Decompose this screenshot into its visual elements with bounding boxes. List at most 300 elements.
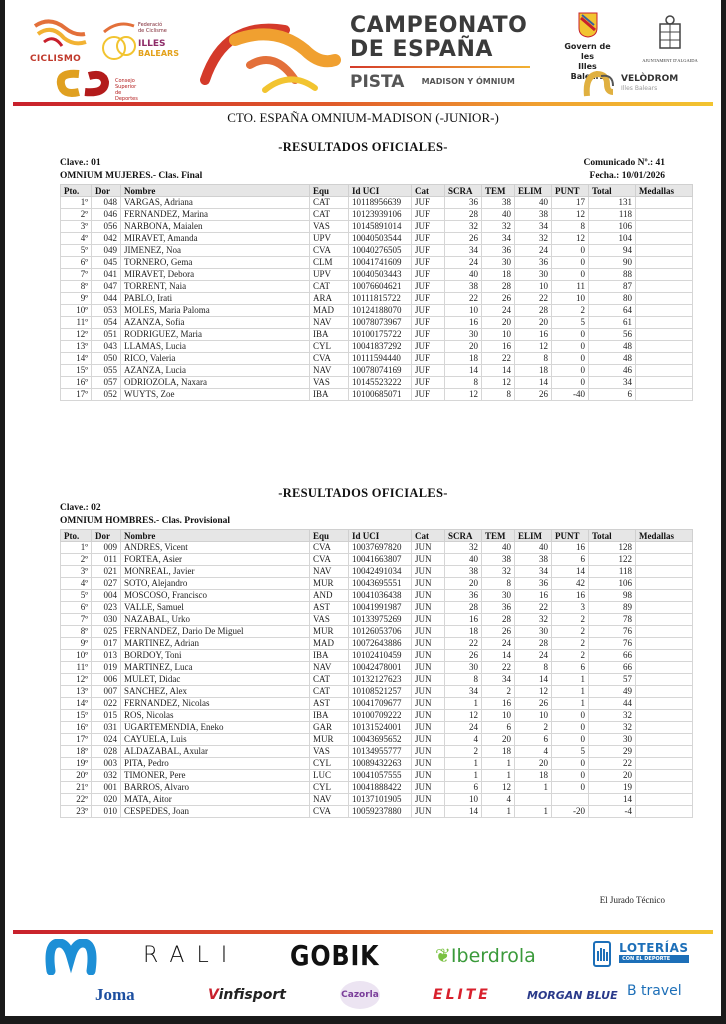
cell-total: 88 [589,269,636,281]
cell-total: 34 [589,377,636,389]
section1-clave: Clave.: 01 [60,158,101,168]
section1-category-title: OMNIUM MUJERES.- Clas. Final [60,171,203,181]
cell-medals [636,578,693,590]
cell-points: 0 [552,758,589,770]
cell-total: 76 [589,626,636,638]
cell-position: 1º [61,197,92,209]
column-header-team: Equ [310,185,349,197]
cell-tempo: 38 [482,197,515,209]
cell-total: 90 [589,257,636,269]
table-row [61,602,693,614]
cell-elimination: 22 [515,602,552,614]
cell-points: 0 [552,257,589,269]
cell-category: JUF [412,377,445,389]
cell-position: 3º [61,566,92,578]
column-header-team: Equ [310,530,349,542]
cell-position: 9º [61,293,92,305]
cell-bib: 027 [92,578,121,590]
cell-scratch: 28 [445,209,482,221]
cell-elimination: 26 [515,389,552,401]
cell-total: 57 [589,674,636,686]
loterias-subtext: CON EL DEPORTE [619,955,688,963]
cell-uci-id: 10132127623 [349,674,412,686]
cell-total: 48 [589,341,636,353]
cell-tempo: 4 [482,794,515,806]
cell-total: 131 [589,197,636,209]
cell-uci-id: 10042478001 [349,662,412,674]
cell-scratch: 30 [445,662,482,674]
csd-mark-icon [55,68,113,98]
cell-elimination: 36 [515,257,552,269]
section2-clave: Clave.: 02 [60,503,101,513]
column-header-name: Nombre [121,530,310,542]
cell-category: JUF [412,329,445,341]
cell-team: CAT [310,197,349,209]
cell-bib: 023 [92,602,121,614]
cell-tempo: 20 [482,734,515,746]
cell-medals [636,269,693,281]
column-header-uci-id: Id UCI [349,185,412,197]
cell-uci-id: 10145523222 [349,377,412,389]
table-row [61,269,693,281]
table-row [61,650,693,662]
cell-scratch: 8 [445,377,482,389]
cell-position: 15º [61,365,92,377]
table-row [61,197,693,209]
cell-bib: 041 [92,269,121,281]
cell-position: 19º [61,758,92,770]
cell-total: 22 [589,758,636,770]
cell-scratch: 40 [445,554,482,566]
cell-scratch: 26 [445,233,482,245]
table-row [61,686,693,698]
cell-position: 16º [61,377,92,389]
cell-scratch: 26 [445,650,482,662]
cell-uci-id: 10040276505 [349,245,412,257]
cell-category: JUF [412,281,445,293]
sponsor-cazorla: Cazorla [340,981,380,1009]
cell-total: 104 [589,233,636,245]
cell-bib: 010 [92,806,121,818]
cell-elimination: 2 [515,722,552,734]
cell-bib: 056 [92,221,121,233]
event-title-block [350,14,530,92]
cell-position: 18º [61,746,92,758]
cell-name: PABLO, Irati [121,293,310,305]
cell-name: NAZABAL, Urko [121,614,310,626]
cell-tempo: 24 [482,638,515,650]
cell-uci-id: 10118956639 [349,197,412,209]
cell-elimination: 20 [515,317,552,329]
cell-bib: 028 [92,746,121,758]
cell-team: MUR [310,734,349,746]
cell-scratch: 14 [445,365,482,377]
cell-category: JUN [412,554,445,566]
cell-uci-id: 10123939106 [349,209,412,221]
sponsor-joma: Joma [95,985,135,1004]
cell-tempo: 40 [482,542,515,554]
cell-elimination: 8 [515,353,552,365]
event-discipline: PISTA [350,72,405,92]
cell-scratch: 1 [445,698,482,710]
cell-name: BORDOY, Toni [121,650,310,662]
cell-medals [636,602,693,614]
cell-team: MUR [310,578,349,590]
cell-medals [636,698,693,710]
cell-elimination: 22 [515,293,552,305]
cell-medals [636,590,693,602]
cell-elimination: 40 [515,542,552,554]
cell-category: JUN [412,746,445,758]
cell-tempo: 1 [482,758,515,770]
sponsor-infisport: Vinfisport [208,987,286,1003]
cell-team: NAV [310,662,349,674]
cell-team: AST [310,698,349,710]
cell-category: JUN [412,614,445,626]
table-header-row [61,530,693,542]
cell-scratch: 30 [445,329,482,341]
results-table-women [60,184,693,401]
cell-name: FERNANDEZ, Marina [121,209,310,221]
cell-bib: 020 [92,794,121,806]
cell-bib: 048 [92,197,121,209]
cell-points: 14 [552,566,589,578]
cell-name: MOLES, Maria Paloma [121,305,310,317]
cell-uci-id: 10145891014 [349,221,412,233]
cell-medals [636,638,693,650]
cell-position: 4º [61,233,92,245]
cell-medals [636,197,693,209]
column-header-uci-id: Id UCI [349,530,412,542]
cell-tempo: 30 [482,590,515,602]
cell-points: 1 [552,698,589,710]
column-header-scratch: SCRA [445,185,482,197]
cell-medals [636,209,693,221]
cell-uci-id: 10100709222 [349,710,412,722]
cell-uci-id: 10043695652 [349,734,412,746]
cell-team: ARA [310,293,349,305]
cell-points: 0 [552,710,589,722]
column-header-position: Pto. [61,185,92,197]
cell-tempo: 12 [482,377,515,389]
column-header-total: Total [589,530,636,542]
cell-category: JUN [412,770,445,782]
rfec-text: CICLISMO [30,54,82,64]
results-page [5,0,721,1016]
cell-team: IBA [310,710,349,722]
column-header-bib: Dor [92,530,121,542]
cell-team: CAT [310,674,349,686]
cell-elimination: 34 [515,221,552,233]
cell-name: RODRIGUEZ, Maria [121,329,310,341]
cell-bib: 021 [92,566,121,578]
federacio-illes: ILLES [138,39,166,49]
cell-uci-id: 10041991987 [349,602,412,614]
cell-category: JUF [412,197,445,209]
cell-points: 42 [552,578,589,590]
cell-bib: 032 [92,770,121,782]
cell-name: MOSCOSO, Francisco [121,590,310,602]
cell-bib: 054 [92,317,121,329]
cell-team: VAS [310,614,349,626]
cell-points: 2 [552,638,589,650]
federacio-logo [100,18,179,66]
csd-logo [55,68,145,104]
column-header-name: Nombre [121,185,310,197]
cell-elimination: 24 [515,245,552,257]
column-header-total: Total [589,185,636,197]
cell-name: SOTO, Alejandro [121,578,310,590]
cell-position: 11º [61,662,92,674]
cell-team: CAT [310,209,349,221]
cell-tempo: 18 [482,269,515,281]
cell-position: 5º [61,590,92,602]
cell-elimination: 8 [515,662,552,674]
cell-total: 30 [589,734,636,746]
cell-medals [636,686,693,698]
cell-total: 89 [589,602,636,614]
cell-scratch: 6 [445,782,482,794]
table-row [61,233,693,245]
cell-name: MONREAL, Javier [121,566,310,578]
cell-bib: 024 [92,734,121,746]
table-row [61,317,693,329]
cell-category: JUN [412,674,445,686]
cell-category: JUN [412,698,445,710]
cell-uci-id: 10100685071 [349,389,412,401]
cell-category: JUN [412,794,445,806]
table-row [61,794,693,806]
cell-tempo: 40 [482,209,515,221]
cell-bib: 011 [92,554,121,566]
cell-medals [636,794,693,806]
cell-scratch: 1 [445,770,482,782]
cell-points: 6 [552,554,589,566]
cell-points: 0 [552,770,589,782]
column-header-tempo: TEM [482,530,515,542]
cell-scratch: 28 [445,602,482,614]
cell-elimination: 1 [515,782,552,794]
cell-total: 29 [589,746,636,758]
title-divider [350,66,530,68]
cell-elimination: 14 [515,674,552,686]
cell-team: MAD [310,305,349,317]
cell-uci-id: 10108521257 [349,686,412,698]
column-header-points: PUNT [552,530,589,542]
cell-elimination: 26 [515,698,552,710]
cell-scratch: 12 [445,710,482,722]
cell-category: JUN [412,566,445,578]
cell-total: 76 [589,638,636,650]
cell-elimination: 6 [515,734,552,746]
cell-total: 49 [589,686,636,698]
column-header-scratch: SCRA [445,530,482,542]
section2-heading: -RESULTADOS OFICIALES- [278,486,448,500]
cell-points: 8 [552,221,589,233]
cell-category: JUN [412,578,445,590]
cell-team: MAD [310,638,349,650]
cell-team: CYL [310,341,349,353]
cell-uci-id: 10041888422 [349,782,412,794]
table-row [61,377,693,389]
cell-team: CAT [310,281,349,293]
cell-elimination: 16 [515,329,552,341]
cell-tempo: 28 [482,281,515,293]
loterias-text: LOTERÍAS [619,941,689,955]
cell-uci-id: 10059237880 [349,806,412,818]
cell-medals [636,365,693,377]
cell-category: JUF [412,365,445,377]
cell-elimination: 12 [515,341,552,353]
cell-scratch: 20 [445,578,482,590]
cell-bib: 049 [92,245,121,257]
cell-bib: 053 [92,305,121,317]
cell-scratch: 34 [445,245,482,257]
sponsor-elite: ELITE [433,987,491,1003]
cell-team: LUC [310,770,349,782]
section2-category-title: OMNIUM HOMBRES.- Clas. Provisional [60,516,231,526]
cell-position: 2º [61,209,92,221]
table-row [61,662,693,674]
cell-uci-id: 10041663807 [349,554,412,566]
velodrom-text: VELÒDROM [621,74,679,84]
cell-elimination: 38 [515,209,552,221]
cell-points [552,794,589,806]
cell-name: RICO, Valeria [121,353,310,365]
cell-scratch: 16 [445,317,482,329]
rfec-cyclist-icon [30,16,90,52]
rfec-logo [30,16,90,64]
cell-points: 12 [552,209,589,221]
cell-total: 87 [589,281,636,293]
cell-bib: 003 [92,758,121,770]
cell-elimination: 36 [515,578,552,590]
cell-scratch: 2 [445,746,482,758]
cell-category: JUF [412,293,445,305]
cell-medals [636,614,693,626]
cell-scratch: 38 [445,566,482,578]
column-header-elimination: ELIM [515,530,552,542]
table-row [61,245,693,257]
cell-category: JUN [412,758,445,770]
cell-uci-id: 10041741609 [349,257,412,269]
cell-team: IBA [310,650,349,662]
cell-scratch: 22 [445,293,482,305]
cell-uci-id: 10042491034 [349,566,412,578]
cell-points: 12 [552,233,589,245]
cell-position: 12º [61,674,92,686]
cell-tempo: 28 [482,614,515,626]
cell-position: 11º [61,317,92,329]
cell-medals [636,674,693,686]
table-row [61,770,693,782]
cell-scratch: 40 [445,269,482,281]
cell-medals [636,377,693,389]
cell-elimination: 32 [515,233,552,245]
sponsor-loterias [593,941,689,967]
cell-category: JUF [412,209,445,221]
cell-position: 2º [61,554,92,566]
cell-elimination: 28 [515,305,552,317]
cell-uci-id: 10126053706 [349,626,412,638]
cell-scratch: 24 [445,257,482,269]
cell-elimination: 10 [515,281,552,293]
cell-medals [636,758,693,770]
cell-uci-id: 10037697820 [349,542,412,554]
cell-scratch: 32 [445,542,482,554]
cell-uci-id: 10111594440 [349,353,412,365]
cell-uci-id: 10078074169 [349,365,412,377]
cell-team: CVA [310,542,349,554]
cell-tempo: 8 [482,389,515,401]
cell-medals [636,566,693,578]
cell-category: JUN [412,662,445,674]
cell-name: BARROS, Alvaro [121,782,310,794]
cell-position: 14º [61,353,92,365]
cell-points: 0 [552,782,589,794]
cell-tempo: 26 [482,626,515,638]
cell-category: JUF [412,353,445,365]
cell-total: 66 [589,650,636,662]
cell-elimination: 40 [515,197,552,209]
cell-medals [636,554,693,566]
table-row [61,590,693,602]
table-row [61,578,693,590]
cell-scratch: 36 [445,197,482,209]
cell-points: 2 [552,305,589,317]
cell-name: MIRAVET, Amanda [121,233,310,245]
cell-points: 2 [552,650,589,662]
jury-signature: El Jurado Técnico [599,895,665,905]
cell-bib: 045 [92,257,121,269]
cell-tempo: 22 [482,662,515,674]
cell-tempo: 1 [482,806,515,818]
table-row [61,746,693,758]
cell-team: IBA [310,389,349,401]
cell-total: 78 [589,614,636,626]
sponsors-bar [5,935,721,1015]
cell-elimination: 24 [515,650,552,662]
cell-elimination: 32 [515,614,552,626]
sponsor-gobik: GOBIK [290,939,380,972]
cell-elimination: 30 [515,626,552,638]
sponsor-btravel: B travel [627,983,682,999]
cell-team: VAS [310,377,349,389]
cell-total: -4 [589,806,636,818]
cell-medals [636,722,693,734]
cell-tempo: 8 [482,578,515,590]
cell-tempo: 10 [482,329,515,341]
cell-team: VAS [310,746,349,758]
table-row [61,806,693,818]
cell-tempo: 22 [482,353,515,365]
table-row [61,722,693,734]
cell-category: JUN [412,686,445,698]
cell-position: 8º [61,281,92,293]
cell-name: VALLE, Samuel [121,602,310,614]
cell-name: NARBONA, Maialen [121,221,310,233]
cell-tempo: 18 [482,746,515,758]
cell-scratch: 10 [445,305,482,317]
cell-medals [636,353,693,365]
cell-points: 1 [552,674,589,686]
cell-uci-id: 10102410459 [349,650,412,662]
table-row [61,305,693,317]
cell-medals [636,542,693,554]
cell-position: 10º [61,305,92,317]
cell-position: 22º [61,794,92,806]
event-title-line2: DE ESPAÑA [350,37,493,62]
